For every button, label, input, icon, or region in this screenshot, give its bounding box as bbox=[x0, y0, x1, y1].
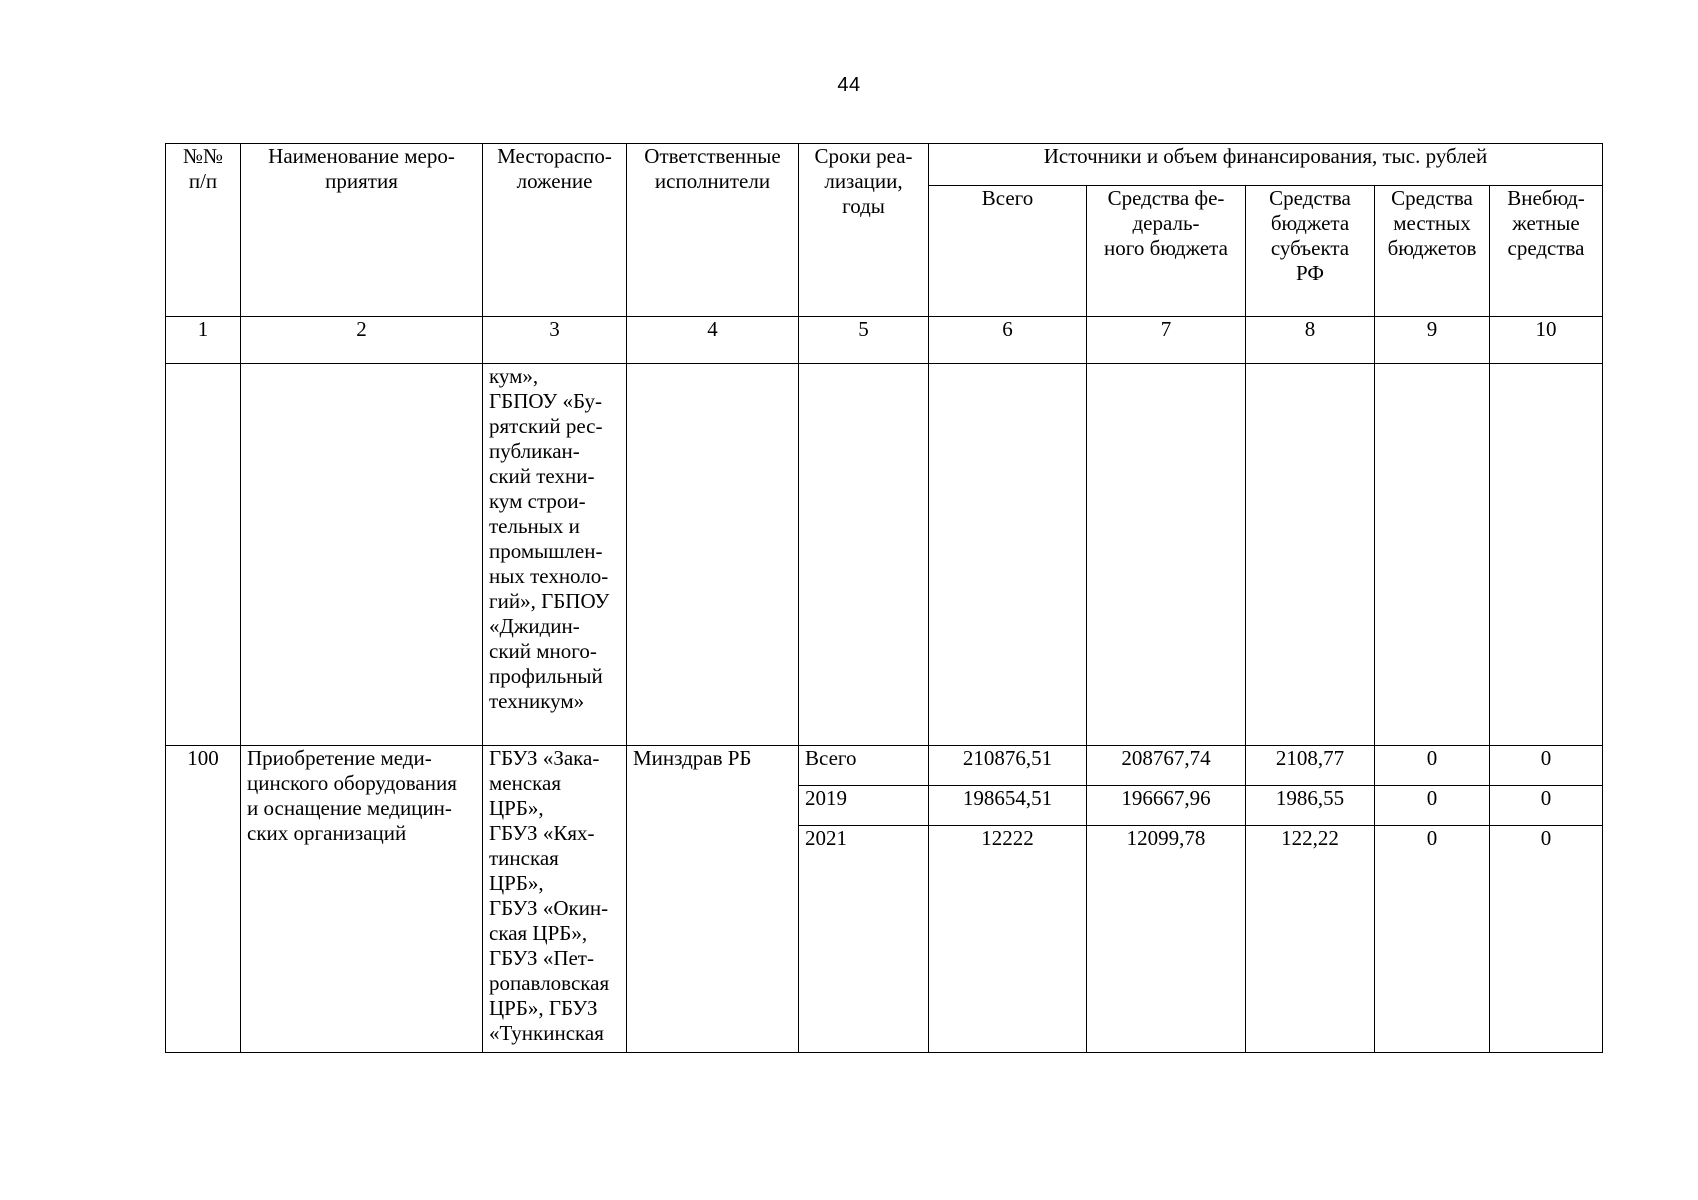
location-line: «Тункинская bbox=[489, 1021, 604, 1045]
location-line: ГБУЗ «Зака- bbox=[489, 746, 600, 770]
column-number: 2 bbox=[241, 317, 483, 364]
column-number: 8 bbox=[1246, 317, 1375, 364]
table-row-100-total bbox=[166, 746, 1603, 786]
measure-name bbox=[241, 746, 483, 1053]
header-name-line: приятия bbox=[325, 169, 398, 193]
header-number bbox=[166, 144, 241, 317]
location-line: кум строи- bbox=[489, 489, 586, 513]
location-line: тинская bbox=[489, 846, 559, 870]
column-number-row bbox=[166, 317, 1603, 364]
column-number: 7 bbox=[1087, 317, 1246, 364]
header-regional-line: Средства bbox=[1269, 185, 1351, 210]
column-number: 4 bbox=[627, 317, 799, 364]
location-line: тельных и bbox=[489, 514, 580, 538]
responsible-executor: Минздрав РБ bbox=[627, 746, 799, 1053]
column-number: 1 bbox=[166, 317, 241, 364]
header-extrabudgetary-line: средства bbox=[1507, 235, 1585, 260]
extrabudgetary-cell: 0 bbox=[1490, 826, 1603, 1053]
location-line: ЦРБ», ГБУЗ bbox=[489, 996, 598, 1020]
cell-empty bbox=[799, 364, 929, 746]
location-line: кум», bbox=[489, 364, 539, 388]
header-federal-line: ного бюджета bbox=[1104, 235, 1228, 260]
cell-empty bbox=[627, 364, 799, 746]
header-period-line: годы bbox=[842, 194, 885, 218]
financing-table bbox=[165, 143, 1603, 1053]
extrabudgetary-cell: 0 bbox=[1490, 786, 1603, 826]
location-line: ский много- bbox=[489, 639, 597, 663]
header-federal bbox=[1087, 185, 1246, 316]
local-cell: 0 bbox=[1375, 786, 1490, 826]
period-cell: 2019 bbox=[799, 786, 929, 826]
extrabudgetary-cell: 0 bbox=[1490, 746, 1603, 786]
header-period-line: Сроки реа- bbox=[814, 144, 913, 168]
cell-empty bbox=[241, 364, 483, 746]
column-number: 9 bbox=[1375, 317, 1490, 364]
federal-cell: 208767,74 bbox=[1087, 746, 1246, 786]
header-regional bbox=[1246, 185, 1375, 316]
column-number: 3 bbox=[483, 317, 627, 364]
header-funding-group: Источники и объем финансирования, тыс. рублей bbox=[929, 144, 1603, 186]
location-line: ская ЦРБ», bbox=[489, 921, 588, 945]
header-responsible bbox=[627, 144, 799, 317]
header-local bbox=[1375, 185, 1490, 316]
location-line: ЦРБ», bbox=[489, 796, 544, 820]
page-number: 44 bbox=[837, 74, 861, 96]
cell-empty bbox=[1375, 364, 1490, 746]
regional-cell: 1986,55 bbox=[1246, 786, 1375, 826]
header-local-line: местных bbox=[1393, 210, 1471, 235]
location-line: менская bbox=[489, 771, 562, 795]
header-responsible-line: исполнители bbox=[654, 169, 771, 193]
column-number: 6 bbox=[929, 317, 1087, 364]
period-cell: Всего bbox=[799, 746, 929, 786]
header-location-line: Месторaспо- bbox=[497, 144, 612, 168]
header-regional-line: бюджета bbox=[1270, 210, 1350, 235]
header-name bbox=[241, 144, 483, 317]
regional-cell: 2108,77 bbox=[1246, 746, 1375, 786]
location-line: ропавловская bbox=[489, 971, 610, 995]
local-cell: 0 bbox=[1375, 746, 1490, 786]
header-name-line: Наименование меро- bbox=[268, 144, 455, 168]
period-cell: 2021 bbox=[799, 826, 929, 1053]
header-number-label: №№ п/п bbox=[182, 144, 224, 193]
header-period bbox=[799, 144, 929, 317]
local-cell: 0 bbox=[1375, 826, 1490, 1053]
header-period-line: лизации, bbox=[824, 169, 903, 193]
federal-cell: 196667,96 bbox=[1087, 786, 1246, 826]
location-line: ЦРБ», bbox=[489, 871, 544, 895]
location-line: рятский рес- bbox=[489, 414, 603, 438]
location-line: ных техноло- bbox=[489, 564, 609, 588]
header-extrabudgetary bbox=[1490, 185, 1603, 316]
header-regional-line: РФ bbox=[1296, 260, 1324, 285]
column-number: 10 bbox=[1490, 317, 1603, 364]
header-extrabudgetary-line: жетные bbox=[1512, 210, 1580, 235]
measure-location bbox=[483, 746, 627, 1053]
cell-empty bbox=[1087, 364, 1246, 746]
total-cell: 210876,51 bbox=[929, 746, 1087, 786]
header-local-line: Средства bbox=[1391, 185, 1473, 210]
location-line: ГБУЗ «Окин- bbox=[489, 896, 609, 920]
header-location bbox=[483, 144, 627, 317]
regional-cell: 122,22 bbox=[1246, 826, 1375, 1053]
header-regional-line: субъекта bbox=[1270, 235, 1350, 260]
cell-empty bbox=[166, 364, 241, 746]
measure-name-line: цинского оборудования bbox=[247, 771, 457, 795]
location-line: ГБПОУ «Бу- bbox=[489, 389, 602, 413]
cell-empty bbox=[929, 364, 1087, 746]
header-local-line: бюджетов bbox=[1387, 235, 1477, 260]
header-federal-line: дераль- bbox=[1132, 210, 1200, 235]
header-location-line: ложение bbox=[516, 169, 593, 193]
location-line: техникум» bbox=[489, 689, 585, 713]
federal-cell: 12099,78 bbox=[1087, 826, 1246, 1053]
location-line: ГБУЗ «Пет- bbox=[489, 946, 594, 970]
location-line: гий», ГБПОУ bbox=[489, 589, 610, 613]
location-line: «Джидин- bbox=[489, 614, 580, 638]
header-federal-line: Средства фе- bbox=[1107, 185, 1225, 210]
row-number: 100 bbox=[166, 746, 241, 1053]
measure-name-line: Приобретение меди- bbox=[247, 746, 432, 770]
header-row-1 bbox=[166, 144, 1603, 186]
measure-name-line: ских организаций bbox=[247, 821, 407, 845]
cell-empty bbox=[1246, 364, 1375, 746]
continuation-row bbox=[166, 364, 1603, 746]
location-line: промышлен- bbox=[489, 539, 603, 563]
continuation-location bbox=[483, 364, 627, 746]
column-number: 5 bbox=[799, 317, 929, 364]
location-line: ГБУЗ «Кях- bbox=[489, 821, 595, 845]
measure-name-line: и оснащение медицин- bbox=[247, 796, 452, 820]
location-line: ский техни- bbox=[489, 464, 595, 488]
location-line: публикан- bbox=[489, 439, 580, 463]
total-cell: 198654,51 bbox=[929, 786, 1087, 826]
cell-empty bbox=[1490, 364, 1603, 746]
header-responsible-line: Ответственные bbox=[644, 144, 781, 168]
header-total: Всего bbox=[929, 185, 1087, 316]
location-line: профильный bbox=[489, 664, 603, 688]
header-extrabudgetary-line: Внебюд- bbox=[1507, 185, 1585, 210]
total-cell: 12222 bbox=[929, 826, 1087, 1053]
